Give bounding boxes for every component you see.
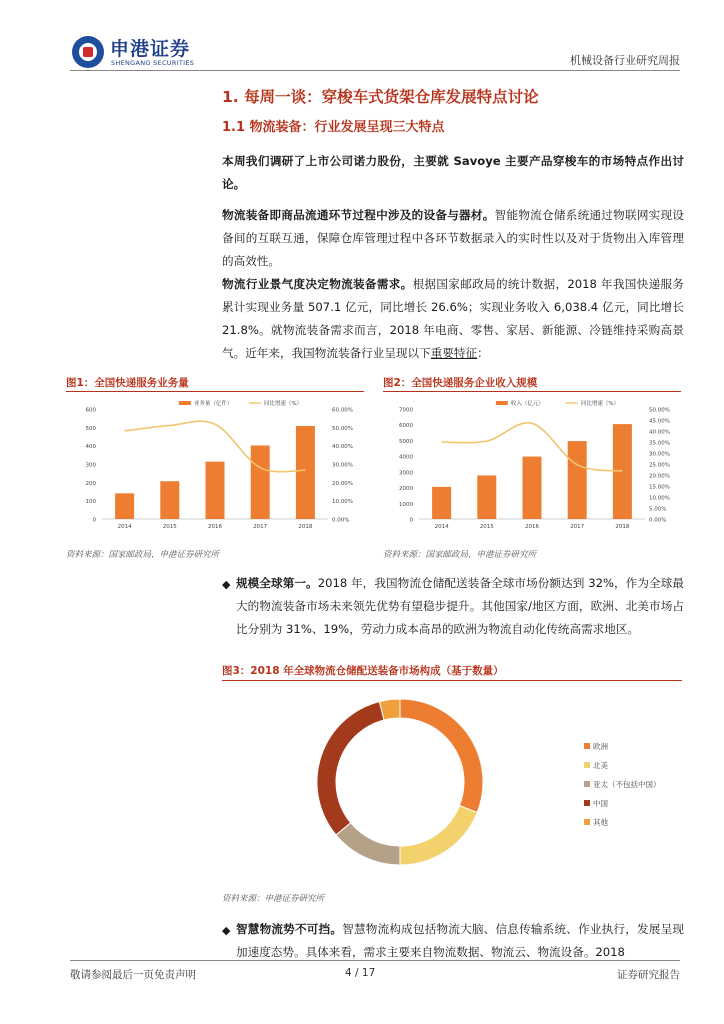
paragraph-demand-end: ： — [477, 346, 489, 360]
paragraph-equipment-body: 智能物流仓储系统通过物联网实现设备间的互联互通，保障仓库管理过程中各环节数据录入的实时性以及对于货物出入库管理的高效性。 — [222, 208, 684, 268]
y2-tick-label: 5.00% — [649, 506, 667, 513]
x-tick-label: 2018 — [615, 524, 630, 530]
y-tick-label: 7000 — [399, 407, 413, 414]
paragraph-intro — [222, 150, 684, 196]
bar — [251, 445, 270, 519]
x-tick-label: 2018 — [298, 524, 313, 530]
y-tick-label: 500 — [85, 425, 96, 432]
y2-tick-label: 50.00% — [649, 407, 670, 414]
footer-disclaimer: 敬请参阅最后一页免责声明 — [70, 969, 196, 981]
y-tick-label: 3000 — [399, 470, 413, 477]
paragraph-smart-lead: 智慧物流势不可挡。 — [236, 922, 343, 936]
paragraph-equipment — [222, 204, 684, 273]
paragraph-smart-logistics — [236, 918, 684, 964]
bullet-diamond-icon: ◆ — [222, 578, 231, 591]
bar — [477, 475, 496, 519]
fig3-title: 图3：2018 年全球物流仓储配送装备市场构成（基于数量） — [222, 665, 504, 677]
x-tick-label: 2017 — [570, 524, 585, 530]
legend-swatch — [584, 781, 590, 787]
y2-tick-label: 20.00% — [332, 480, 353, 487]
bar — [432, 487, 451, 519]
paragraph-demand — [222, 273, 684, 365]
y2-tick-label: 30.00% — [332, 462, 353, 469]
y2-tick-label: 40.00% — [649, 429, 670, 436]
y-tick-label: 4000 — [399, 454, 413, 461]
legend-label: 亚太（不包括中国） — [593, 780, 661, 789]
chart-express-volume — [66, 395, 364, 533]
footer-report-label: 证券研究报告 — [617, 969, 680, 981]
paragraph-equipment-lead: 物流装备即商品流通环节过程中涉及的设备与器材。 — [222, 208, 495, 222]
donut-slice — [400, 699, 483, 813]
y-tick-label: 200 — [85, 480, 96, 487]
y-tick-label: 400 — [85, 444, 96, 451]
header-divider — [70, 70, 680, 71]
donut-slice — [336, 823, 400, 865]
y2-tick-label: 10.00% — [649, 495, 670, 502]
legend-label: 同比增速（%） — [263, 401, 303, 407]
section-heading: 1. 每周一谈：穿梭车式货架仓库发展特点讨论 — [222, 88, 539, 106]
bar — [613, 424, 632, 519]
y2-tick-label: 0.00% — [332, 517, 350, 524]
y-tick-label: 1000 — [399, 501, 413, 508]
donut-slice — [400, 806, 477, 865]
y-tick-label: 100 — [85, 499, 96, 506]
paragraph-demand-underline: 重要特征 — [430, 346, 478, 360]
bar — [160, 481, 179, 519]
fig1-rule — [66, 391, 364, 392]
paragraph-scale — [236, 572, 684, 641]
subsection-heading: 1.1 物流装备：行业发展呈现三大特点 — [222, 120, 445, 135]
y2-tick-label: 20.00% — [649, 473, 670, 480]
legend-label: 收入（亿元） — [510, 401, 544, 407]
y2-tick-label: 60.00% — [332, 407, 353, 414]
y-tick-label: 5000 — [399, 438, 413, 445]
legend-swatch — [584, 762, 590, 768]
y2-tick-label: 25.00% — [649, 462, 670, 469]
logo-name-en: SHENGANG SECURITIES — [111, 59, 195, 67]
legend-swatch — [584, 819, 590, 825]
paragraph-demand-body: 根据国家邮政局的统计数据，2018 年我国快递服务累计实现业务量 507.1 亿元，同比增长 26.6%；实现业务收入 6,038.4 亿元，同比增长 21.8%。就物流装备需求而言，2018 年电商、零售、家居、新能源、冷链维持采购高景气。近年来，我国物流装备行业呈现以下 — [222, 277, 684, 360]
fig1-source: 资料来源：国家邮政局，申港证券研究所 — [66, 550, 220, 560]
bar — [296, 426, 315, 519]
footer-divider — [70, 960, 680, 961]
x-tick-label: 2014 — [117, 524, 132, 530]
y2-tick-label: 0.00% — [649, 517, 667, 524]
bullet-diamond-icon: ◆ — [222, 924, 231, 937]
legend-label: 其他 — [593, 818, 608, 827]
y2-tick-label: 35.00% — [649, 440, 670, 447]
chart-express-revenue — [383, 395, 681, 533]
fig3-source: 资料来源：申港证券研究所 — [222, 894, 325, 904]
fig1-title: 图1：全国快递服务业务量 — [66, 377, 189, 389]
paragraph-scale-body: 2018 年，我国物流仓储配送装备全球市场份额达到 32%，作为全球最大的物流装备市场未来领先优势有望稳步提升。其他国家/地区方面，欧洲、北美市场占比分别为 31%、19%，劳动力成本高昂的欧洲为物流自动化传统高需求地区。 — [236, 576, 684, 636]
bar — [523, 457, 542, 519]
legend-label: 欧洲 — [593, 742, 608, 751]
x-tick-label: 2017 — [253, 524, 268, 530]
intro-text: 本周我们调研了上市公司诺力股份，主要就 Savoye 主要产品穿梭车的市场特点作出讨论。 — [222, 154, 684, 191]
legend-swatch — [584, 743, 590, 749]
y2-tick-label: 10.00% — [332, 499, 353, 506]
fig2-source: 资料来源：国家邮政局，申港证券研究所 — [383, 550, 537, 560]
page-number: 4 / 17 — [345, 967, 376, 979]
legend-swatch — [584, 800, 590, 806]
fig3-rule — [222, 680, 682, 681]
y2-tick-label: 40.00% — [332, 444, 353, 451]
x-tick-label: 2016 — [525, 524, 539, 530]
legend-label: 业务量（亿件） — [193, 401, 233, 407]
y-tick-label: 300 — [85, 462, 96, 469]
fig2-rule — [383, 391, 681, 392]
y2-tick-label: 15.00% — [649, 484, 670, 491]
fig2-title: 图2：全国快递服务企业收入规模 — [383, 377, 538, 389]
y-tick-label: 600 — [85, 407, 96, 414]
y2-tick-label: 30.00% — [649, 451, 670, 458]
report-type: 机械设备行业研究周报 — [570, 54, 680, 67]
y-tick-label: 2000 — [399, 486, 413, 493]
company-logo-icon — [72, 36, 104, 68]
y2-tick-label: 50.00% — [332, 425, 353, 432]
x-tick-label: 2015 — [479, 524, 494, 530]
donut-slice — [317, 702, 384, 835]
legend-label: 同比增速（%） — [580, 401, 620, 407]
legend-swatch-bar — [496, 401, 508, 405]
legend-swatch-bar — [179, 401, 191, 405]
legend-label: 北美 — [593, 761, 608, 770]
bar — [568, 441, 587, 519]
logo-name-cn: 申港证券 — [110, 38, 191, 60]
paragraph-smart-body: 智慧物流构成包括物流大脑、信息传输系统、作业执行，发展呈现加速度态势。具体来看，需求主要来自物流数据、物流云、物流设备。2018 — [236, 922, 684, 959]
legend-label: 中国 — [593, 799, 608, 808]
y-tick-label: 0 — [409, 517, 413, 524]
bar — [206, 462, 225, 519]
x-tick-label: 2015 — [162, 524, 177, 530]
paragraph-demand-lead: 物流行业景气度决定物流装备需求。 — [222, 277, 413, 291]
y-tick-label: 0 — [92, 517, 96, 524]
y-tick-label: 6000 — [399, 423, 413, 430]
x-tick-label: 2016 — [208, 524, 222, 530]
chart-market-composition — [222, 686, 682, 878]
y2-tick-label: 45.00% — [649, 418, 670, 425]
bar — [115, 493, 134, 519]
paragraph-scale-lead: 规模全球第一。 — [236, 576, 318, 590]
x-tick-label: 2014 — [434, 524, 449, 530]
